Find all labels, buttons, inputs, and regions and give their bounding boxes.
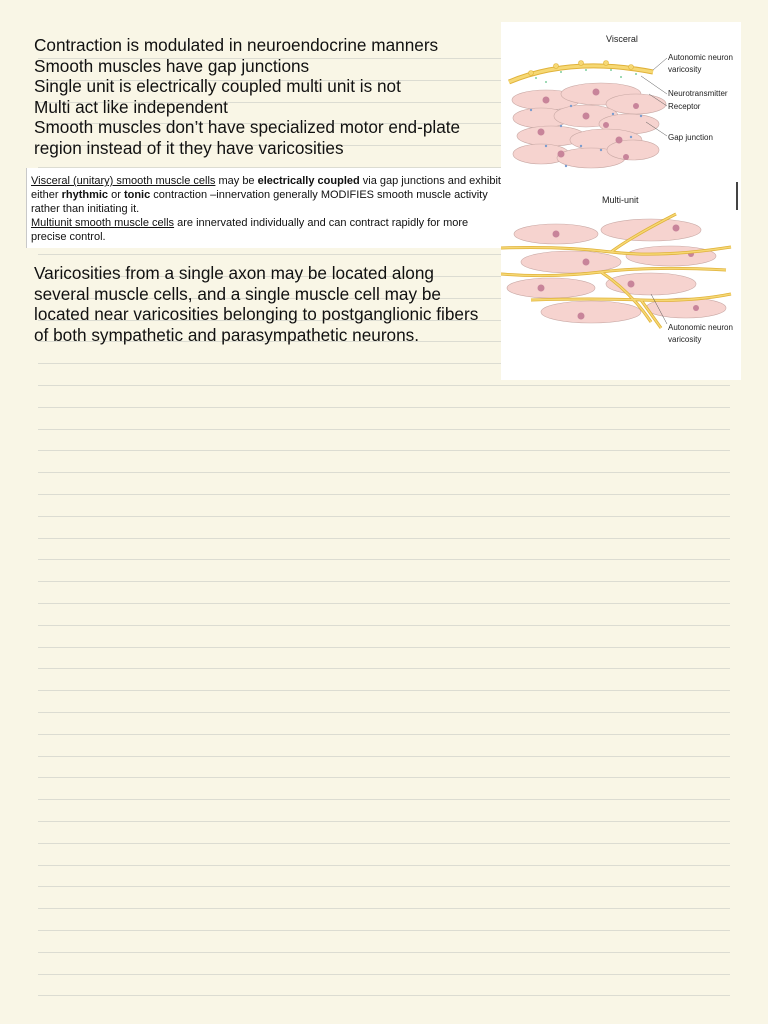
- ruled-line: [38, 407, 730, 408]
- bold-text: tonic: [123, 189, 151, 201]
- paragraph-line: located near varicosities belonging to postganglionic fibers: [34, 304, 479, 324]
- ruled-line: [38, 734, 730, 735]
- varicosity-paragraph: [34, 263, 500, 345]
- ruled-line: [38, 494, 730, 495]
- bold-text: rhythmic: [61, 189, 109, 201]
- ruled-line: [38, 930, 730, 931]
- label-multi-autonomic-neuron: Autonomic neuron: [668, 323, 733, 332]
- pasted-text-clipping: [26, 168, 502, 248]
- ruled-line: [38, 581, 730, 582]
- ruled-line: [38, 538, 730, 539]
- note-line: Smooth muscles don’t have specialized motor end-plate: [34, 117, 461, 137]
- paragraph-line: Varicosities from a single axon may be located along: [34, 263, 434, 283]
- text: are innervated individually and can contract rapidly for more precise control.: [31, 217, 469, 243]
- ruled-line: [38, 516, 730, 517]
- ruled-line: [38, 385, 730, 386]
- ruled-line: [38, 974, 730, 975]
- note-line: Smooth muscles have gap junctions: [34, 55, 310, 76]
- ruled-line: [38, 429, 730, 430]
- clipping-paragraph-multiunit: [31, 216, 502, 244]
- ruled-line: [38, 843, 730, 844]
- clipping-paragraph-visceral: [31, 174, 502, 216]
- multiunit-link[interactable]: Multiunit smooth muscle cells: [31, 217, 175, 229]
- diagram-svg: [501, 22, 741, 380]
- ruled-line: [38, 886, 730, 887]
- note-line: Multi act like independent: [34, 96, 228, 117]
- ruled-line: [38, 472, 730, 473]
- handwritten-notes: [34, 35, 504, 158]
- note-line: region instead of it they have varicosities: [34, 137, 344, 158]
- ruled-line: [38, 647, 730, 648]
- ruled-line: [38, 952, 730, 953]
- ruled-line: [38, 450, 730, 451]
- multi-unit-title: Multi-unit: [602, 195, 639, 205]
- label-neurotransmitter: Neurotransmitter: [668, 89, 728, 98]
- ruled-line: [38, 821, 730, 822]
- bold-text: electrically coupled: [257, 175, 360, 187]
- ruled-line: [38, 625, 730, 626]
- note-line: Contraction is modulated in neuroendocrine manners: [34, 35, 439, 55]
- label-autonomic-neuron: Autonomic neuron: [668, 53, 733, 62]
- ruled-line: [38, 799, 730, 800]
- label-gap-junction: Gap junction: [668, 133, 713, 142]
- ruled-line: [38, 995, 730, 996]
- ruled-line: [38, 777, 730, 778]
- text: may be: [215, 175, 258, 187]
- paragraph-line: of both sympathetic and parasympathetic neurons.: [34, 324, 420, 345]
- ruled-line: [38, 865, 730, 866]
- visceral-muscle-cells: [512, 83, 666, 168]
- text: via gap junctions and exhibit either: [31, 175, 501, 201]
- ruled-line: [38, 756, 730, 757]
- label-receptor: Receptor: [668, 102, 701, 111]
- ruled-line: [38, 668, 730, 669]
- text: contraction –innervation generally MODIFIES smooth muscle activity rather than initiating it.: [31, 189, 488, 215]
- ruled-line: [38, 908, 730, 909]
- label-multi-varicosity: varicosity: [668, 335, 702, 344]
- label-varicosity: varicosity: [668, 65, 702, 74]
- visceral-link[interactable]: Visceral (unitary) smooth muscle cells: [31, 175, 216, 187]
- visceral-title: Visceral: [606, 34, 638, 44]
- ruled-line: [38, 712, 730, 713]
- note-line: Single unit is electrically coupled multi unit is not: [34, 76, 401, 96]
- smooth-muscle-diagram[interactable]: [501, 22, 741, 380]
- paragraph-line: several muscle cells, and a single muscle cell may be: [34, 283, 441, 304]
- ruled-line: [38, 559, 730, 560]
- ruled-line: [38, 603, 730, 604]
- ruled-line: [38, 690, 730, 691]
- text: or: [108, 189, 124, 201]
